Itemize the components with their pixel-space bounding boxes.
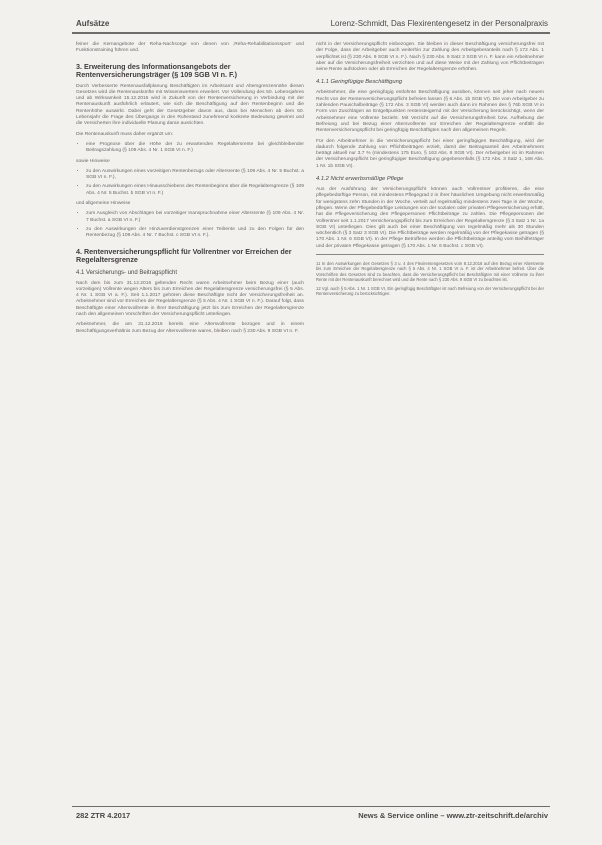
- list-item: • zu den Auswirkungen eines vorzeitigen Rentenbezugs oder Altersrente (§ 109 Abs. 4 Nr. 5 Buchst. a SGB VI n. F.),: [86, 169, 304, 182]
- left-column: [76, 42, 304, 339]
- right-column: [316, 42, 544, 299]
- list-item: • eine Prognose über die Höhe der zu erwartenden Regelaltersrente bei gleichbleibender Beitragszahlung (§ 109 Abs. 4 Nr. 1 SGB VI n. F.): [86, 142, 304, 155]
- footnote-divider: [316, 254, 544, 255]
- list-intro: und allgemeine Hinweise: [76, 201, 131, 207]
- bullet-list: [76, 211, 304, 239]
- list-item: • zu den Auswirkungen eines Hinausschiebens des Rentenbeginns über die Regelaltersgrenze (§ 109 Abs. 4 Nr. 5 Buchst. b SGB VI n. F.): [86, 184, 304, 197]
- section-3-heading: 3. Erweiterung des Informationsangebots der Rentenversicherungsträger (§ 109 SGB VI n. F.): [76, 61, 237, 79]
- section-4-1-1-paragraph: Arbeitnehmer, die eine geringfügig entlohnte Beschäftigung ausüben, können seit jeher nach neuem Recht von der Rentenversicherungspflicht befreien lassen (§ 6 Abs. 1b SGB VI). Die vom Arbeitgeber zu zahlenden Pauschalbeiträge (§ 172 Abs. 3 SGB VI) werden auch dann im Rahmen des § 76b SGB VI in Form von Zuschlägen an Entgeltpunkten rentensteigernd mit der Versicherung berücksichtigt, wenn der Arbeitnehmer eine Vollrente bezieht. Mit Verzicht auf die Versicherungsfreiheit bzw. Aufhebung der Befreiung und bei Bezug einer Altersvollrente vor Erreichen der Regelaltersgrenze entfällt die Rentenversicherungspflicht bei geringfügig Beschäftigten nach den allgemeinen Regeln.: [316, 90, 544, 134]
- continuation-paragraph: nicht in der Versicherungspflicht einbezogen. Sie bleiben in dieser Beschäftigung versicherungsfrei mit der Folge, dass der Arbeitgeber auch weiterhin zur Zahlung des Arbeitgeberanteils nach § 172 Abs. 1 verpflichtet ist (§ 230 Abs. 9 SGB VI n. F.). Nach § 230 Abs. 9 Satz 2 SGB VI n. F. kann ein Arbeitnehmer aber auf die Versicherungsfreiheit verzichten und auf diese Weise mit der Zahlung von Pflichtbeiträgen seine Rente aufstocken oder ab Erreichen der Regelaltersgrenze erhöhen.: [316, 42, 544, 73]
- running-title: Lorenz-Schmidt, Das Flexirentengesetz in der Personalpraxis: [330, 19, 548, 28]
- section-4-1-2-paragraph: Aus der Ausführung der Versicherungspflicht können auch Vollrentner profitieren, die eine pflegebedürftige Person, mit mindestens Pflegegrad 2 in ihrer häuslichen Umgebung nicht erwerbsmäßig für wenigstens zehn Stunden in der Woche, verteilt auf regelmäßig mindestens zwei Tage in der Woche, pflegen. Wenn der Pflegebedürftige Leistungen von der sozialen oder privaten Pflegeversicherung erhält, hat die Pflegeversicherung den Pflegepersonen Pflichtbeiträge zu zahlen. Die Pflegepersonen der Vollrentner seit 1.1.2017 Versicherungspflicht bis zum Erreichen der Regelaltersgrenze (§ 3 Satz 1 Nr. 1a SGB VI) unterliegen. Dies gilt auch bei einer Beschäftigung von regelmäßig mehr als 30 Stunden wöchentlich (§ 3 Satz 3 SGB VI). Die Pflichtbeiträge werden regelmäßig von der Pflegekasse getragen (§ 170 Abs. 1 Nr. 6 SGB VI). In der Pflege Betroffene werden die Pflichtbeiträge anteilig vom Beihilfeträger und der privaten Pflegekasse getragen (§ 170 Abs. 1 Nr. 6 Buchst. c SGB VI).: [316, 187, 544, 249]
- list-intro: sowie Hinweise: [76, 158, 110, 164]
- page-footer: [72, 806, 550, 823]
- footnote-12: 12 Vgl. auch § 5 Abs. 1 Nr. 1 SGB VI, Ein geringfügig Beschäftigter ist nach Befreiung von der Versicherungspflicht bei der Rentenversicherung zu berücksichtigen.: [316, 285, 544, 297]
- bullet-list: [76, 169, 304, 197]
- section-4-1-paragraph-2: Arbeitnehmer, die am 31.12.2016 bereits eine Altersvollrente bezogen und in einem Beschäftigungsverhältnis zum Bezug der Altersvollrente waren, bleiben nach § 230 Abs. 9 SGB VI n. F.: [76, 322, 304, 334]
- section-4-1-heading: 4.1 Versicherungs- und Beitragspflicht: [76, 269, 178, 276]
- list-item: • zu den Auswirkungen der Hinzuverdienstgrenzen einer Teilrente und zu den Folgen für den Rentenbezug (§ 109 Abs. 4 Nr. 7 Buchst. c SGB VI n. F.).: [86, 227, 304, 240]
- list-item: • zum Ausgleich von Abschlägen bei vorzeitiger Inanspruchnahme einer Altersrente (§ 109 Abs. 4 Nr. 7 Buchst. a SGB VI n. F.): [86, 211, 304, 224]
- list-intro: Die Rentenauskunft muss daher ergänzt um:: [76, 131, 174, 137]
- section-4-1-2-heading: 4.1.2 Nicht erwerbsmäßige Pflege: [316, 176, 404, 183]
- archive-link[interactable]: News & Service online – www.ztr-zeitschrift.de/archiv: [358, 811, 548, 820]
- section-4-heading: 4. Rentenversicherungspflicht für Vollrentner vor Erreichen der Regelaltersgrenze: [76, 246, 292, 264]
- intro-paragraph: feiner die Kernangebote der Reha-Nachsorge von denen von ‚Reha-Rehabilitationssport‘ und Funktionstraining führen und.: [76, 42, 304, 54]
- footnotes: [316, 261, 544, 296]
- bullet-list: [76, 142, 304, 155]
- section-4-1-1-paragraph-2: Für den Arbeitnehmer in die Versicherungspflicht bei einer geringfügigen Beschäftigung, wird der dadurch folgende Zahlung von Pflichtbeiträgen erzielt, damit der Beitragsanteil des Arbeitnehmers beträgt aktuell nur 3,7 % (mindestens 175 Euro, § 163 Abs. 8 SGB VI). Der Arbeitgeber ist im Rahmen der Versicherungspflicht bei geringfügiger Beschäftigung gegebenenfalls (§ 172 Abs. 3 Satz 1, 168 Abs. 1 Nr. 1b SGB VI).: [316, 138, 544, 169]
- section-3-paragraph: Durch Verbesserte Rentenausfallplanung Beschäftigten im Arbeitsamt und Altersgrenzennähe diesen Gesetzes wird die Rentenauskünfte mit Wissenswertem erweitert. Vor Vollendung des 50. Lebensjahres und ab Wirksamkeit 15.12.2016 wird in Zukunft von der Rentenversicherung in Verbindung mit der Rentenauskunft ausführlich erläutert, wie sich die Beschäftigung auf den Rentenbeginn und die Rentenhöhe auswirkt. Dabei geht der Gesetzgeber davon aus, dass bei Menschen ab dem 50. Lebensjahr die Frage des Übergangs in den Ruhestand zunehmend konkrete Bedeutung gewinnt und die Versicherten ihre individuelle Planung daran ausrichten.: [76, 83, 304, 127]
- section-label: Aufsätze: [76, 19, 110, 28]
- page-header: [72, 14, 550, 34]
- page-number-issue: 282 ZTR 4.2017: [76, 811, 131, 820]
- section-4-1-1-heading: 4.1.1 Geringfügige Beschäftigung: [316, 79, 403, 86]
- section-4-1-paragraph: Nach dem bis zum 31.12.2016 geltenden Recht waren Arbeitnehmer beim Bezug einer (auch vorzeitigen) Vollrente wegen Alters bis zum Erreichen der Regelaltersgrenze versicherungsfrei (§ 5 Abs. 4 Nr. 1 SGB VI a. F.). Seit 1.1.2017 gehören diese Beschäftigte nicht der Versicherungsfreiheit an. Arbeitnehmer sind vor Erreichen der Regelaltersgrenze (§ 5 Abs. 4 Nr. 1 SGB VI n. F.). Darauf folgt, dass Beschäftigte einer Altersvollrente in ihrer Beschäftigung jetzt bis zum Erreichen der Regelaltersgrenze nach den allgemeinen Vorschriften der Versicherungspflicht unterliegen.: [76, 280, 304, 318]
- footnote-11: 11 In den Auswirkungen des Gesetzes § 3 u. 4 des Flexirentengesetzes vom 8.12.2016 auf den Bezug einer Altersrente bis zum Erreichen der Regelaltersgrenze nach § 5 Abs. 4 Nr. 1 SGB VI a. F. ist der Arbeitnehmer befreit. Über die Vorschriften des Gesetzes sind zu beachten, dass die Versicherungspflicht bei Beschäftigten mit einer Vollrente zu ihrer Rente mit der Rentenauskunft berechnet wird und die Rente nach § 230 Abs. 9 SGB VI zu beachten ist.: [316, 261, 544, 283]
